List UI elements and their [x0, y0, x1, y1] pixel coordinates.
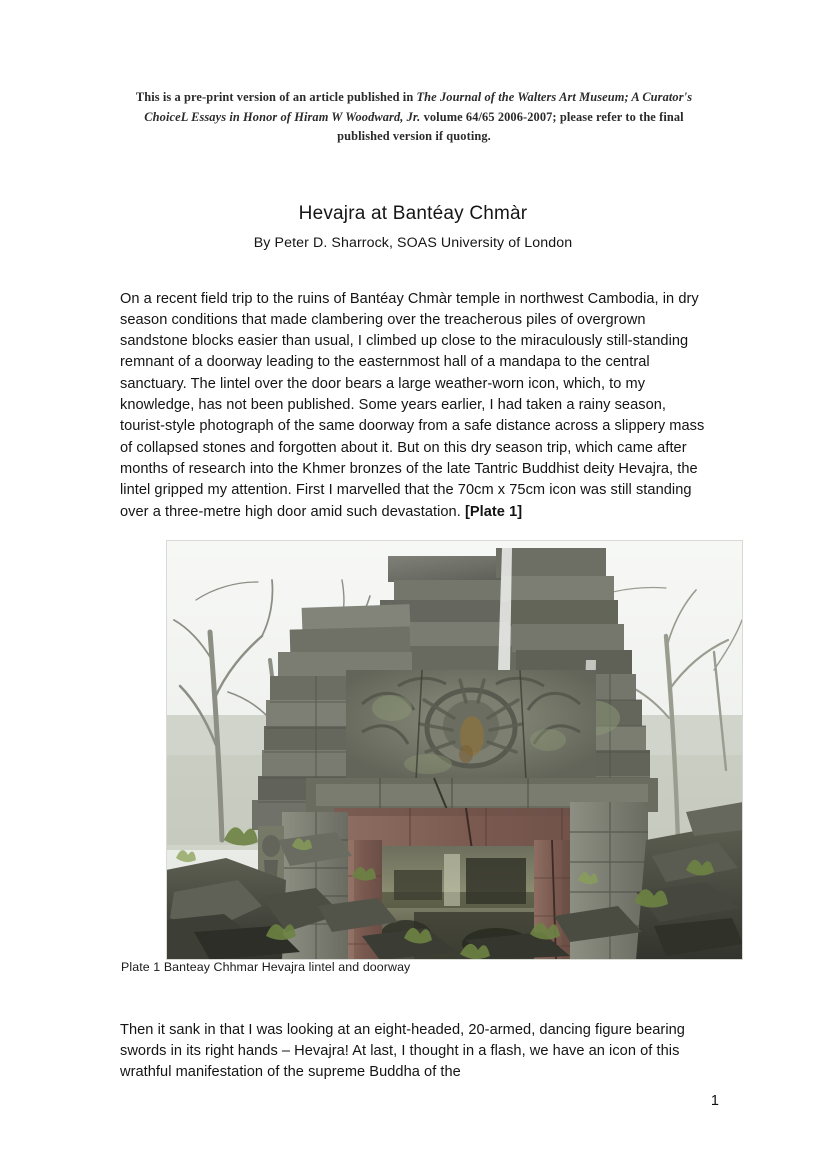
plate-1-caption: Plate 1 Banteay Chhmar Hevajra lintel and doorway	[121, 960, 411, 974]
preprint-notice	[118, 88, 710, 147]
paragraph-intro	[120, 289, 705, 523]
plate-1-reference: [Plate 1]	[464, 503, 523, 520]
page-title: Hevajra at Bantéay Chmàr	[298, 202, 528, 224]
page-number: 1	[710, 1093, 719, 1109]
plate-1-photo	[166, 540, 743, 960]
preprint-notice-part3: volume 64/65 2006-2007; please refer to the final published version if quoting.	[337, 109, 684, 143]
plate-1-figure	[166, 540, 743, 960]
preprint-notice-journal-title: The Journal of the Walters Art Museum; A Curator's ChoiceL Essays in Honor of Hiram W Woodward, Jr.	[144, 90, 693, 124]
author-byline: By Peter D. Sharrock, SOAS University of London	[253, 235, 573, 251]
paragraph-after-plate: Then it sank in that I was looking at an eight-headed, 20-armed, dancing figure bearing swords in its right hands – Hevajra! At last, I thought in a flash, we have an icon of this wrathful manifestation of the supreme Buddha of the	[120, 1021, 685, 1081]
preprint-notice-part1: This is a pre-print version of an article published in	[135, 90, 417, 104]
paragraph-intro-text: On a recent field trip to the ruins of Bantéay Chmàr temple in northwest Cambodia, in dry season conditions that made clambering over the treacherous piles of overgrown sandstone blocks easier than usual, I climbed up close to the miraculously still-standing remnant of a doorway leading to the easternmost hall of a mandapa to the central sanctuary. The lintel over the door bears a large weather-worn icon, which, to my knowledge, has not been published. Some years earlier, I had taken a rainy season, tourist-style photograph of the same doorway from a safe distance across a slippery mass of collapsed stones and forgotten about it. But on this dry season trip, which came after months of research into the Khmer bronzes of the late Tantric Buddhist deity Hevajra, the lintel gripped my attention. First I marvelled that the 70cm x 75cm icon was still standing over a three-metre high door amid such devastation.	[120, 290, 705, 520]
